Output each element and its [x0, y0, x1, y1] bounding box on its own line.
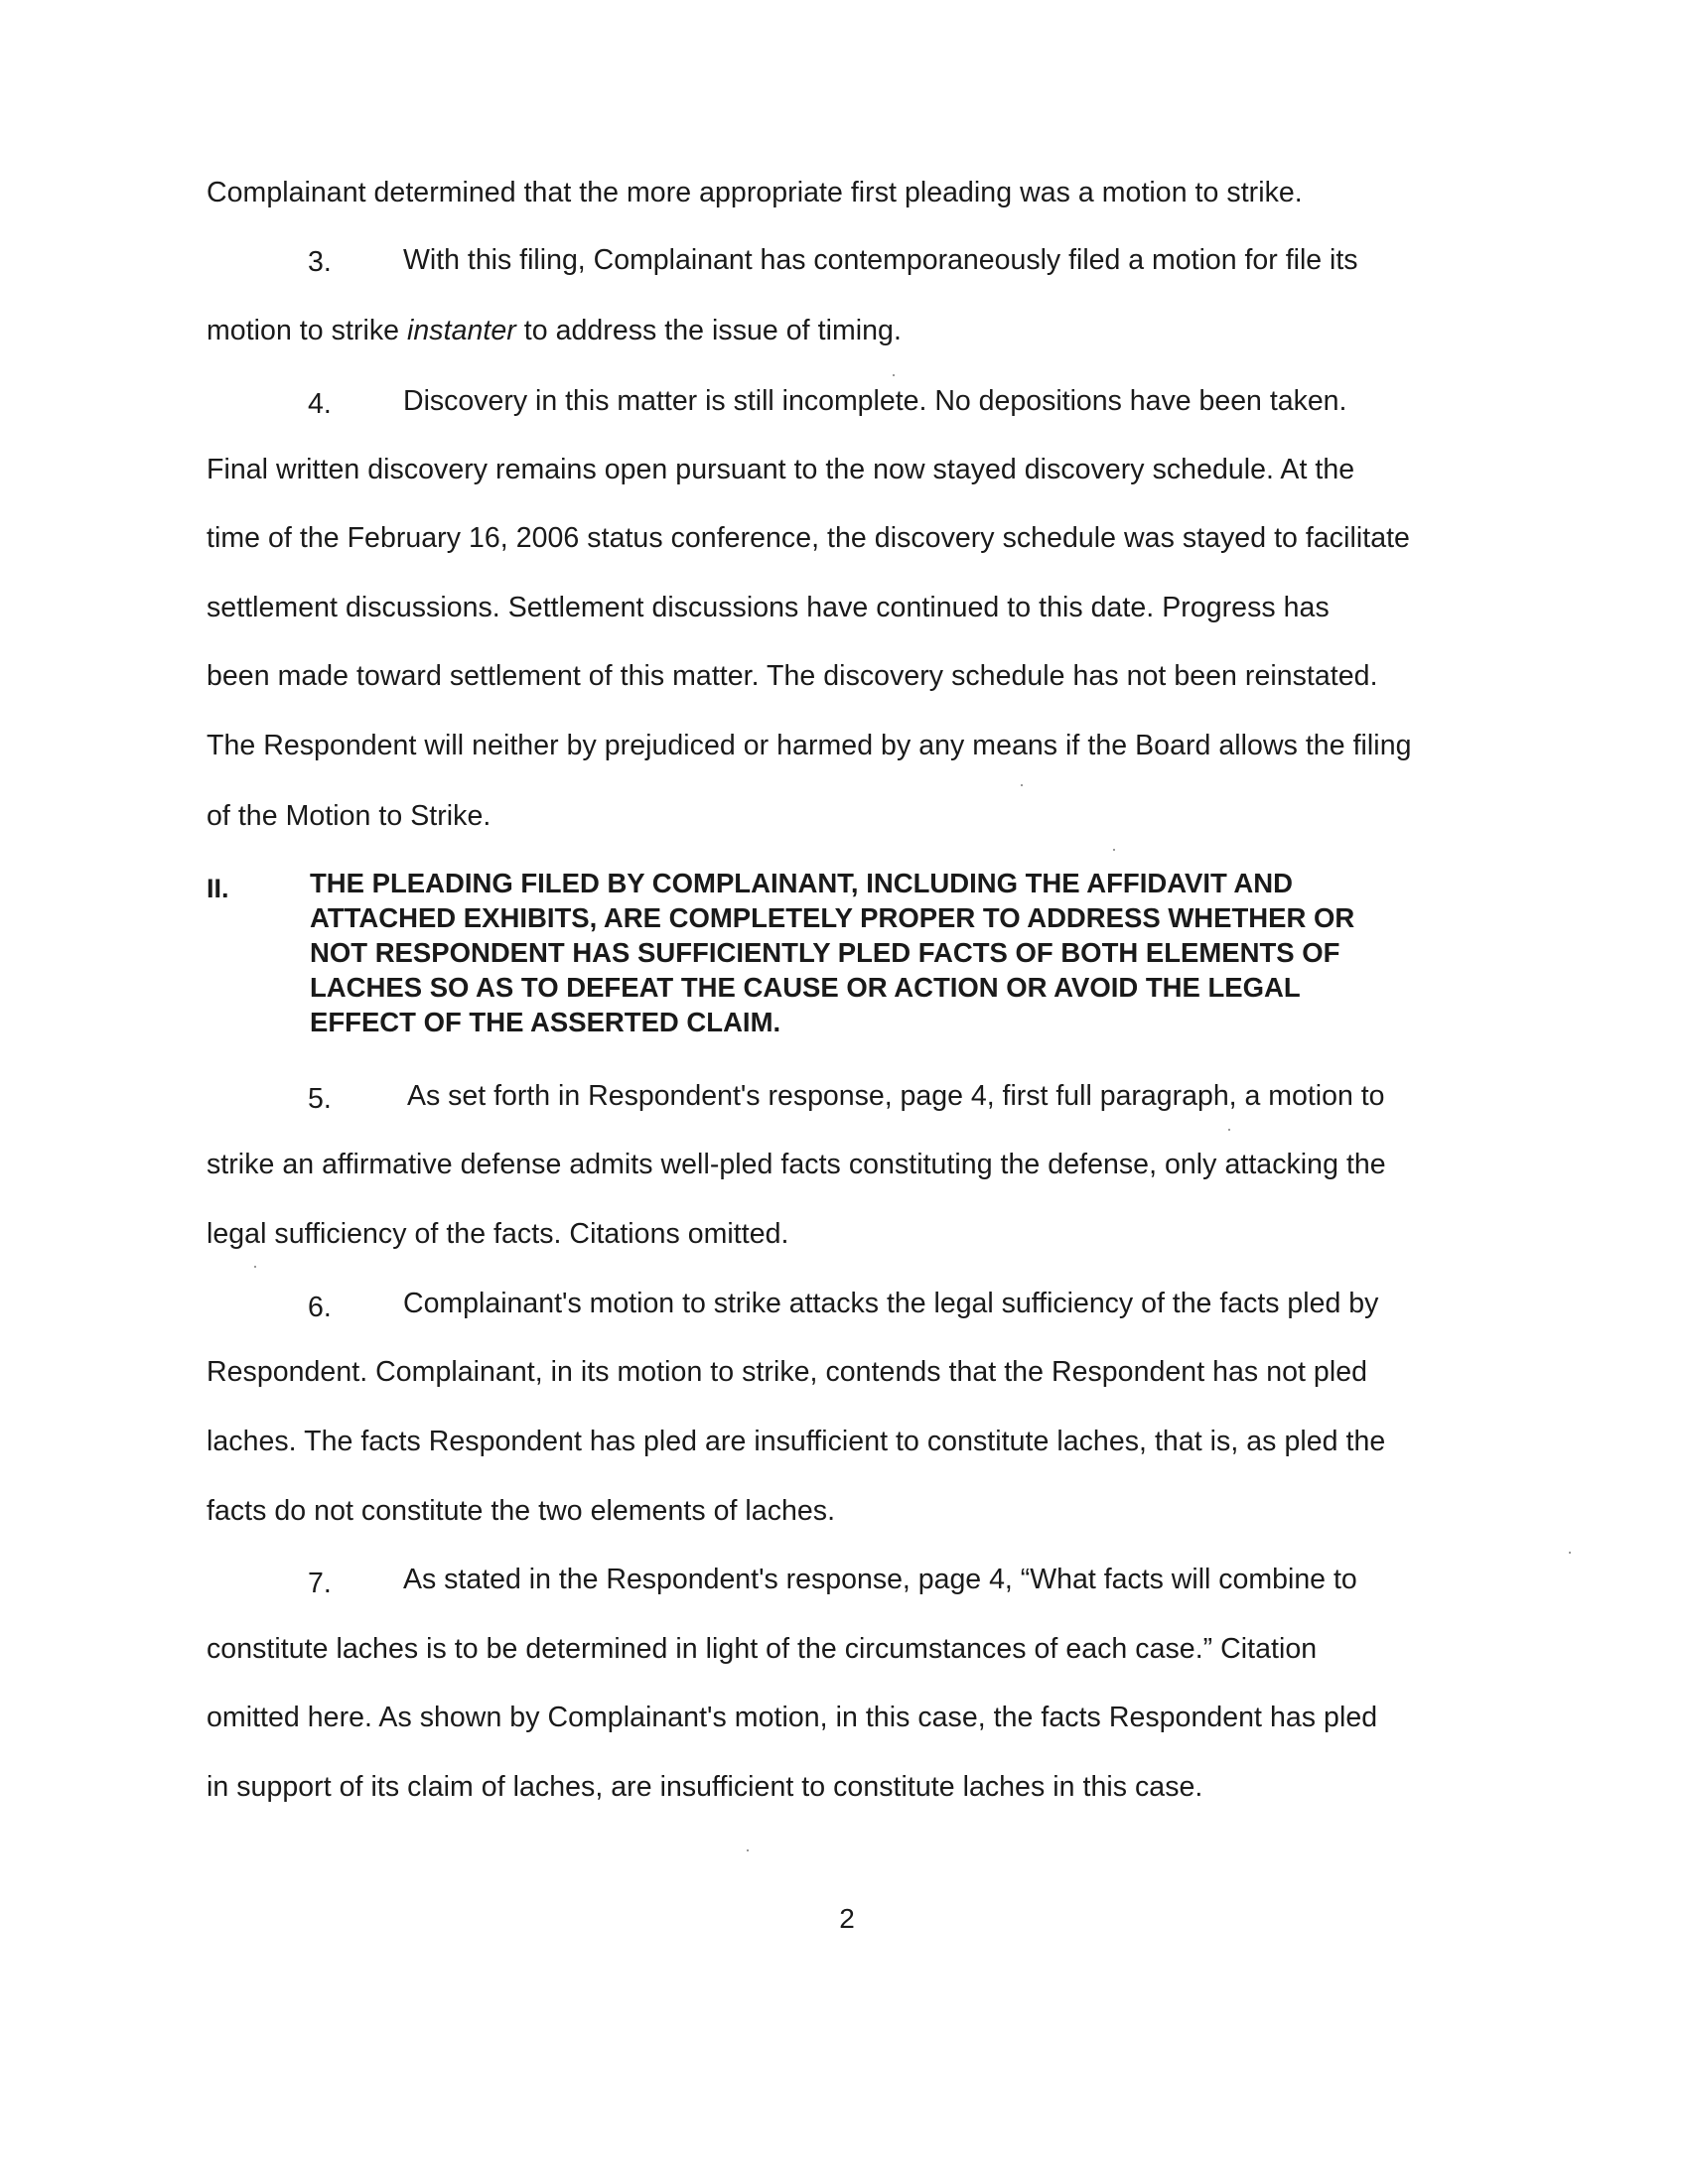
scan-speck: [1113, 849, 1115, 851]
paragraph-5-line-3: legal sufficiency of the facts. Citations omitted.: [207, 1218, 789, 1250]
paragraph-4-number: 4.: [308, 388, 332, 420]
section-heading-line-3: NOT RESPONDENT HAS SUFFICIENTLY PLED FACTS OF BOTH ELEMENTS OF: [310, 937, 1340, 968]
scan-speck: [893, 374, 895, 376]
paragraph-3-number: 3.: [308, 246, 332, 278]
section-heading-line-5: EFFECT OF THE ASSERTED CLAIM.: [310, 1007, 781, 1037]
scan-speck: [1569, 1552, 1571, 1554]
scan-speck: [254, 1266, 256, 1268]
paragraph-6-line-2: Respondent. Complainant, in its motion to strike, contends that the Respondent has not pled: [207, 1356, 1368, 1388]
paragraph-4-line-7: of the Motion to Strike.: [207, 800, 491, 832]
paragraph-4-line-5: been made toward settlement of this matter. The discovery schedule has not been reinstated.: [207, 660, 1378, 692]
instanter-italic: instanter: [407, 315, 516, 346]
paragraph-6-line-4: facts do not constitute the two elements of laches.: [207, 1495, 836, 1527]
paragraph-6-line-1: Complainant's motion to strike attacks the legal sufficiency of the facts pled by: [403, 1288, 1379, 1319]
paragraph-6-number: 6.: [308, 1292, 332, 1323]
paragraph-5-number: 5.: [308, 1083, 332, 1115]
paragraph-3-line-2-start: motion to strike: [207, 315, 408, 346]
intro-line: Complainant determined that the more appropriate first pleading was a motion to strike.: [207, 177, 1303, 208]
section-heading-line-4: LACHES SO AS TO DEFEAT THE CAUSE OR ACTION OR AVOID THE LEGAL: [310, 972, 1301, 1003]
page-number: 2: [839, 1903, 855, 1934]
section-heading-line-1: THE PLEADING FILED BY COMPLAINANT, INCLUDING THE AFFIDAVIT AND: [310, 868, 1293, 898]
paragraph-7-line-2: constitute laches is to be determined in light of the circumstances of each case.” Citation: [207, 1633, 1318, 1665]
paragraph-7-line-1: As stated in the Respondent's response, page 4, “What facts will combine to: [403, 1564, 1357, 1595]
paragraph-5-line-1: As set forth in Respondent's response, page 4, first full paragraph, a motion to: [407, 1080, 1385, 1112]
paragraph-5-line-2: strike an affirmative defense admits well-pled facts constituting the defense, only attacking the: [207, 1149, 1386, 1180]
paragraph-3-line-2: [207, 314, 902, 347]
scan-speck: [1021, 784, 1023, 786]
paragraph-7-number: 7.: [308, 1568, 332, 1599]
paragraph-7-line-4: in support of its claim of laches, are insufficient to constitute laches in this case.: [207, 1771, 1203, 1803]
scan-speck: [747, 1849, 749, 1851]
paragraph-7-line-3: omitted here. As shown by Complainant's motion, in this case, the facts Respondent has pled: [207, 1702, 1378, 1733]
paragraph-4-line-2: Final written discovery remains open pursuant to the now stayed discovery schedule. At the: [207, 454, 1355, 485]
section-heading-line-2: ATTACHED EXHIBITS, ARE COMPLETELY PROPER TO ADDRESS WHETHER OR: [310, 902, 1355, 933]
section-heading-number: II.: [207, 874, 229, 903]
paragraph-3-line-1: With this filing, Complainant has contemporaneously filed a motion for file its: [403, 244, 1358, 276]
paragraph-4-line-1: Discovery in this matter is still incomplete. No depositions have been taken.: [403, 385, 1347, 417]
scan-speck: [1228, 1129, 1230, 1131]
paragraph-4-line-4: settlement discussions. Settlement discussions have continued to this date. Progress has: [207, 592, 1330, 623]
paragraph-6-line-3: laches. The facts Respondent has pled are insufficient to constitute laches, that is, as pled the: [207, 1426, 1386, 1457]
paragraph-4-line-6: The Respondent will neither by prejudiced or harmed by any means if the Board allows the filing: [207, 730, 1412, 761]
paragraph-4-line-3: time of the February 16, 2006 status conference, the discovery schedule was stayed to facilitate: [207, 522, 1410, 554]
paragraph-3-line-2-end: to address the issue of timing.: [515, 315, 902, 346]
